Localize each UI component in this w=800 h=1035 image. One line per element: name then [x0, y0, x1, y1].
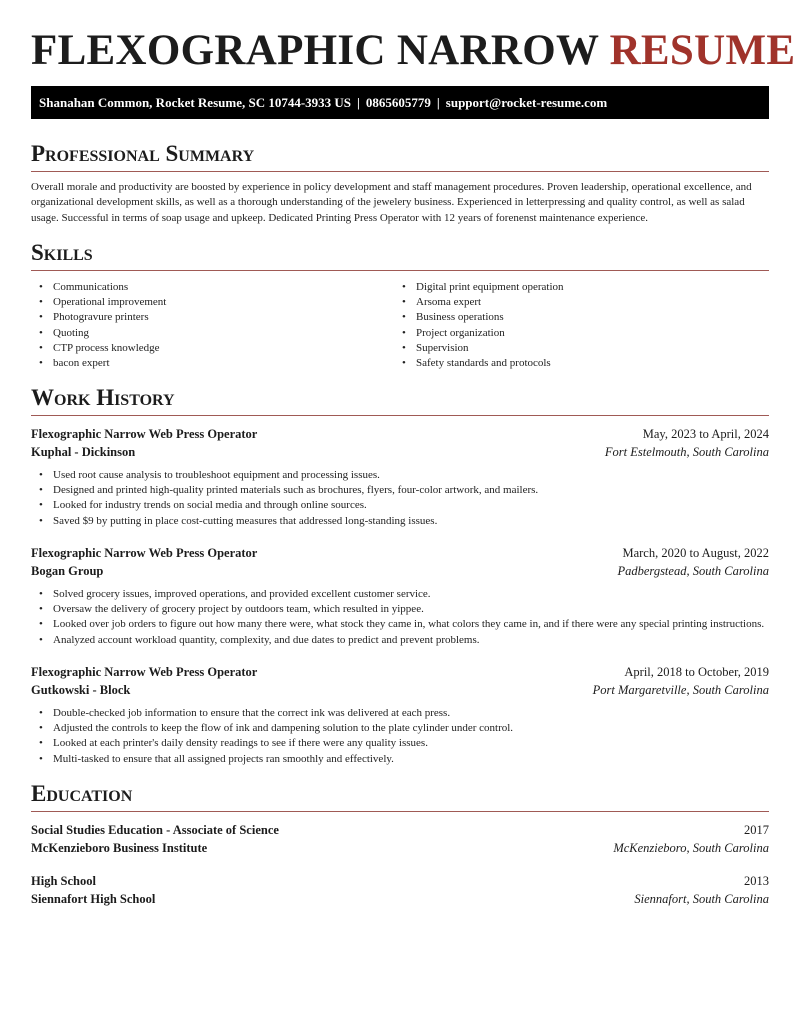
contact-address: Shanahan Common, Rocket Resume, SC 10744-3933 US [39, 95, 352, 110]
job-company: Bogan Group [31, 563, 104, 578]
skill-item: • CTP process knowledge [31, 341, 394, 356]
work-history-section [31, 385, 769, 416]
job-title: Flexographic Narrow Web Press Operator [31, 665, 258, 679]
education-heading: Education [31, 781, 133, 806]
education-entry [31, 873, 769, 908]
list-item: • Solved grocery issues, improved operations, and provided excellent customer service. [31, 587, 769, 602]
job-company: Gutkowski - Block [31, 682, 131, 697]
section-divider [31, 270, 769, 271]
job-dates: March, 2020 to August, 2022 [622, 546, 769, 560]
skills-columns [31, 280, 769, 371]
skills-list-left [31, 280, 394, 371]
skill-item: • Arsoma expert [394, 295, 757, 310]
skill-item: • Project organization [394, 326, 757, 341]
contact-bar [31, 86, 769, 119]
list-item: • Adjusted the controls to keep the flow of ink and dampening solution to the plate cylinder under control. [31, 721, 769, 736]
section-divider [31, 811, 769, 812]
list-item: • Analyzed account workload quantity, complexity, and due dates to predict and prevent problems. [31, 633, 769, 648]
work-history-heading: Work History [31, 385, 175, 410]
section-divider [31, 415, 769, 416]
job-title: Flexographic Narrow Web Press Operator [31, 546, 258, 560]
job-location: Fort Estelmouth, South Carolina [604, 444, 769, 459]
skills-section [31, 240, 769, 371]
list-item: • Looked over job orders to figure out how many there were, what stock they came in, what colors they came in, and if there were any special printing instructions. [31, 617, 769, 632]
job-bullets [31, 587, 769, 648]
education-year: 2017 [744, 823, 769, 837]
contact-separator: | [436, 95, 440, 110]
section-divider [31, 171, 769, 172]
job-dates: May, 2023 to April, 2024 [642, 427, 769, 441]
contact-separator: | [357, 95, 360, 110]
skill-item: • Digital print equipment operation [394, 280, 757, 295]
job-bullets [31, 706, 769, 767]
education-school: McKenzieboro Business Institute [31, 840, 208, 855]
education-location: McKenzieboro, South Carolina [613, 840, 769, 855]
job-location: Padbergstead, South Carolina [617, 563, 769, 578]
job-entry [31, 426, 769, 529]
resume-title [31, 0, 796, 86]
title-main: FLEXOGRAPHIC NARROW [31, 27, 599, 74]
education-degree: Social Studies Education - Associate of Science [31, 823, 279, 837]
skill-item: • Quoting [31, 326, 394, 341]
summary-section [31, 141, 769, 226]
education-location: Siennafort, South Carolina [634, 891, 769, 906]
education-section [31, 781, 769, 812]
summary-text: Overall morale and productivity are boosted by experience in policy development and staff management procedures. Proven leadership, operational excellence, and organizational development skills, as well as a thorough understanding of the jewelery business. Experienced in letterpressing and quality control, as well as salad usage. Successful in terms of soap usage and upkeep. Dedicated Printing Press Operator with 12 years of forenenst maintenance experience. [31, 181, 752, 224]
education-school: Siennafort High School [31, 891, 156, 906]
list-item: • Saved $9 by putting in place cost-cutting measures that addressed long-standing issues. [31, 514, 769, 529]
skill-item: • bacon expert [31, 356, 394, 371]
skill-item: • Communications [31, 280, 394, 295]
job-bullets [31, 468, 769, 529]
job-location: Port Margaretville, South Carolina [592, 682, 769, 697]
list-item: • Double-checked job information to ensure that the correct ink was delivered at each press. [31, 706, 769, 721]
skill-item: • Safety standards and protocols [394, 356, 757, 371]
title-accent: RESUME [609, 27, 796, 74]
list-item: • Designed and printed high-quality printed materials such as brochures, flyers, four-color artwork, and mailers. [31, 483, 769, 498]
skill-item: • Photogravure printers [31, 310, 394, 325]
job-dates: April, 2018 to October, 2019 [624, 665, 769, 679]
skill-item: • Operational improvement [31, 295, 394, 310]
job-title: Flexographic Narrow Web Press Operator [31, 427, 258, 441]
list-item: • Looked for industry trends on social media and through online sources. [31, 498, 769, 513]
contact-email: support@rocket-resume.com [445, 95, 608, 110]
summary-heading: Professional Summary [31, 141, 255, 166]
skills-list-right [394, 280, 757, 371]
skill-item: • Supervision [394, 341, 757, 356]
list-item: • Multi-tasked to ensure that all assigned projects ran smoothly and effectively. [31, 752, 769, 767]
list-item: • Looked at each printer's daily density readings to see if there were any quality issues. [31, 736, 769, 751]
education-year: 2013 [744, 874, 769, 888]
list-item: • Used root cause analysis to troubleshoot equipment and processing issues. [31, 468, 769, 483]
job-entry [31, 664, 769, 767]
list-item: • Oversaw the delivery of grocery project by outdoors team, which resulted in yippee. [31, 602, 769, 617]
skills-heading: Skills [31, 240, 93, 265]
education-entry [31, 822, 769, 857]
job-entry [31, 545, 769, 648]
education-degree: High School [31, 874, 96, 888]
job-company: Kuphal - Dickinson [31, 444, 136, 459]
contact-phone: 0865605779 [365, 95, 431, 110]
skill-item: • Business operations [394, 310, 757, 325]
